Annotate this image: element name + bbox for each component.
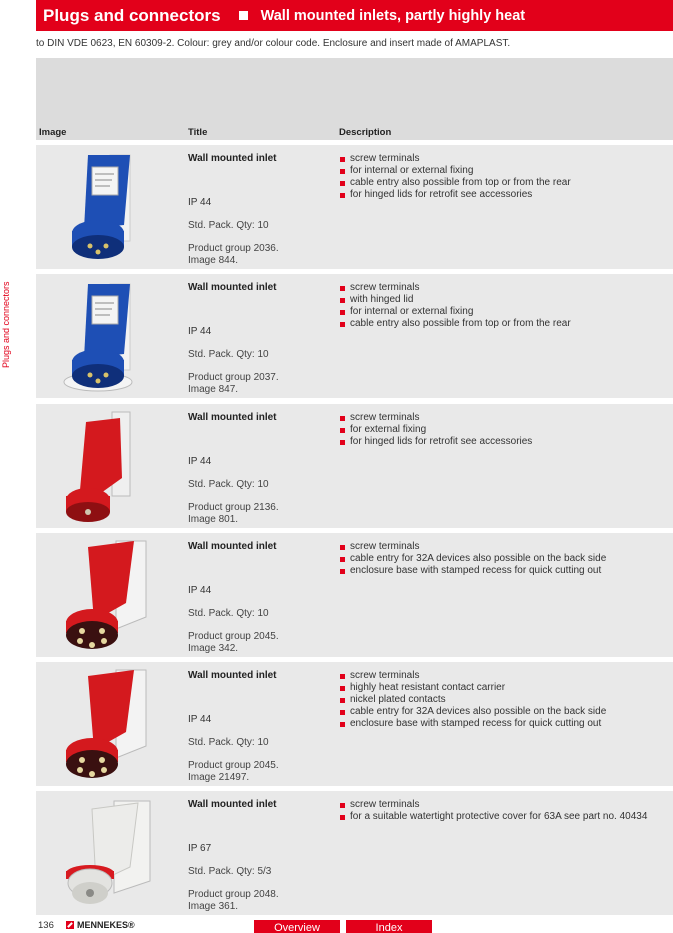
product-image-number: Image 801.: [188, 514, 239, 525]
product-row: [36, 533, 673, 657]
product-row: [36, 145, 673, 269]
brand-logo-text: MENNEKES®: [77, 920, 135, 930]
description-bullet: cable entry also possible from top or from the rear: [339, 318, 659, 330]
product-row: [36, 662, 673, 786]
description-bullet: for a suitable watertight protective cover for 63A see part no. 40434: [339, 811, 659, 823]
product-row: [36, 274, 673, 398]
index-button[interactable]: Index: [346, 920, 432, 933]
product-ip-rating: IP 67: [188, 843, 212, 854]
description-bullet: highly heat resistant contact carrier: [339, 682, 659, 694]
description-bullet: screw terminals: [339, 412, 659, 424]
product-group: Product group 2037.: [188, 372, 279, 383]
product-title: Wall mounted inlet: [188, 670, 277, 681]
product-image-number: Image 361.: [188, 901, 239, 912]
brand-logo-icon: [66, 921, 74, 929]
header-subtitle: Wall mounted inlets, partly highly heat: [260, 7, 526, 24]
product-group: Product group 2045.: [188, 631, 279, 642]
column-header-title: Title: [188, 127, 208, 138]
product-image-number: Image 847.: [188, 384, 239, 395]
description-bullet: enclosure base with stamped recess for quick cutting out: [339, 565, 659, 577]
product-row: [36, 791, 673, 915]
product-group-info: [188, 889, 308, 913]
product-title: Wall mounted inlet: [188, 412, 277, 423]
description-bullet: enclosure base with stamped recess for quick cutting out: [339, 718, 659, 730]
product-title: Wall mounted inlet: [188, 282, 277, 293]
intro-text: to DIN VDE 0623, EN 60309-2. Colour: grey and/or colour code. Enclosure and insert made of AMAPLAST.: [36, 38, 511, 49]
product-group-info: [188, 372, 308, 396]
product-title: Wall mounted inlet: [188, 153, 277, 164]
product-image-number: Image 342.: [188, 643, 239, 654]
product-description-list: [339, 799, 659, 823]
product-group-info: [188, 502, 308, 526]
product-image-number: Image 844.: [188, 255, 239, 266]
description-bullet: nickel plated contacts: [339, 694, 659, 706]
product-group-info: [188, 631, 308, 655]
product-group: Product group 2045.: [188, 760, 279, 771]
product-group-info: [188, 760, 308, 784]
description-bullet: for hinged lids for retrofit see accessories: [339, 189, 659, 201]
product-image-number: Image 21497.: [188, 772, 250, 783]
product-description-list: [339, 153, 659, 201]
product-pack-qty: Std. Pack. Qty: 5/3: [188, 866, 272, 877]
product-pack-qty: Std. Pack. Qty: 10: [188, 349, 269, 360]
product-image: [54, 666, 158, 784]
product-ip-rating: IP 44: [188, 197, 212, 208]
description-bullet: with hinged lid: [339, 294, 659, 306]
product-pack-qty: Std. Pack. Qty: 10: [188, 220, 269, 231]
product-image: [54, 278, 158, 396]
description-bullet: cable entry for 32A devices also possible on the back side: [339, 706, 659, 718]
table-header: [36, 58, 673, 140]
header-separator: [239, 11, 248, 20]
product-row: [36, 404, 673, 528]
product-pack-qty: Std. Pack. Qty: 10: [188, 479, 269, 490]
product-pack-qty: Std. Pack. Qty: 10: [188, 737, 269, 748]
product-image: [54, 149, 158, 267]
page-number: 136: [38, 920, 54, 931]
product-ip-rating: IP 44: [188, 326, 212, 337]
product-group: Product group 2136.: [188, 502, 279, 513]
overview-button[interactable]: Overview: [254, 920, 340, 933]
header-title: Plugs and connectors: [43, 5, 221, 25]
product-group: Product group 2048.: [188, 889, 279, 900]
product-group-info: [188, 243, 308, 267]
description-bullet: cable entry for 32A devices also possible on the back side: [339, 553, 659, 565]
product-image: [54, 795, 158, 913]
product-description-list: [339, 541, 659, 577]
product-pack-qty: Std. Pack. Qty: 10: [188, 608, 269, 619]
description-bullet: screw terminals: [339, 153, 659, 165]
product-description-list: [339, 282, 659, 330]
product-ip-rating: IP 44: [188, 714, 212, 725]
description-bullet: for external fixing: [339, 424, 659, 436]
product-title: Wall mounted inlet: [188, 541, 277, 552]
product-image: [54, 408, 158, 526]
product-group: Product group 2036.: [188, 243, 279, 254]
product-description-list: [339, 412, 659, 448]
brand-logo: [66, 920, 135, 930]
side-section-label: Plugs and connectors: [1, 281, 11, 368]
product-description-list: [339, 670, 659, 730]
page-header: [36, 0, 673, 31]
description-bullet: for hinged lids for retrofit see accessories: [339, 436, 659, 448]
description-bullet: for internal or external fixing: [339, 306, 659, 318]
description-bullet: screw terminals: [339, 282, 659, 294]
product-image: [54, 537, 158, 655]
column-header-image: Image: [39, 127, 67, 138]
description-bullet: for internal or external fixing: [339, 165, 659, 177]
description-bullet: cable entry also possible from top or from the rear: [339, 177, 659, 189]
product-title: Wall mounted inlet: [188, 799, 277, 810]
description-bullet: screw terminals: [339, 799, 659, 811]
product-ip-rating: IP 44: [188, 585, 212, 596]
description-bullet: screw terminals: [339, 670, 659, 682]
column-header-description: Description: [339, 127, 392, 138]
description-bullet: screw terminals: [339, 541, 659, 553]
product-ip-rating: IP 44: [188, 456, 212, 467]
